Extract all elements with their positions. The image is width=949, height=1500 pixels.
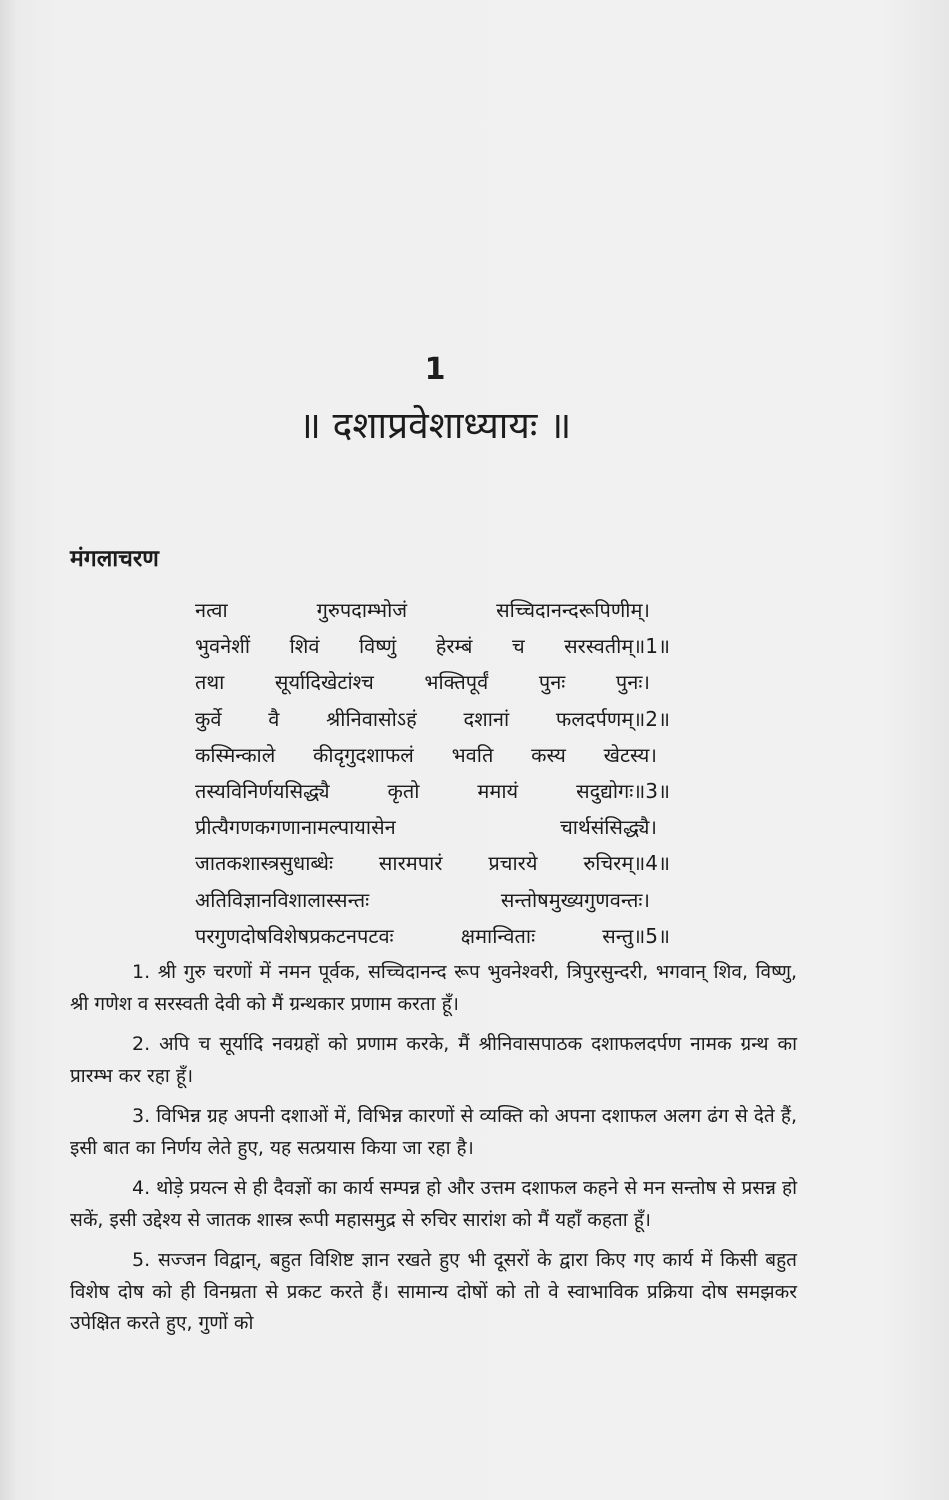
verse-line: भुवनेशीं शिवं विष्णुं हेरम्बं च सरस्वतीम्॥1॥	[195, 634, 670, 659]
verse-line: तथा सूर्यादिखेटांश्च भक्तिपूर्वं पुनः पुनः।	[195, 670, 650, 695]
commentary-paragraph: 1. श्री गुरु चरणों में नमन पूर्वक, सच्चिदानन्द रूप भुवनेश्वरी, त्रिपुरसुन्दरी, भगवान् शिव, विष्णु, श्री गणेश व सरस्वती देवी को मैं ग्रन्थकार प्रणाम करता हूँ।	[70, 961, 797, 1015]
commentary-paragraph: 4. थोड़े प्रयत्न से ही दैवज्ञों का कार्य सम्पन्न हो और उत्तम दशाफल कहने से मन सन्तोष से प्रसन्न हो सकें, इसी उद्देश्य से जातक शास्त्र रूपी महासमुद्र से रुचिर सारांश को मैं यहाँ कहता हूँ।	[70, 1177, 797, 1231]
verse-line: अतिविज्ञानविशालास्सन्तः सन्तोषमुख्यगुणवन्तः।	[195, 887, 650, 912]
commentary-paragraph: 2. अपि च सूर्यादि नवग्रहों को प्रणाम करके, मैं श्रीनिवासपाठक दशाफलदर्पण नामक ग्रन्थ का प्रारम्भ कर रहा हूँ।	[70, 1033, 797, 1087]
verse-line: प्रीत्यैगणकगणानामल्पायासेन चार्थसंसिद्ध्यै।	[195, 815, 657, 840]
commentary-paragraph: 5. सज्जन विद्वान्, बहुत विशिष्ट ज्ञान रखते हुए भी दूसरों के द्वारा किए गए कार्य में किसी बहुत विशेष दोष को ही विनम्रता से प्रकट करते हैं। सामान्य दोषों को तो वे स्वाभाविक प्रक्रिया दोष समझकर उपेक्षित करते हुए, गुणों को	[70, 1249, 797, 1334]
verse-line: तस्यविनिर्णयसिद्ध्यै कृतो ममायं सदुद्योगः॥3॥	[195, 778, 670, 803]
commentary-block	[70, 957, 797, 1349]
chapter-title: ॥ दशाप्रवेशाध्यायः ॥	[298, 404, 572, 447]
verse-line: कुर्वे वै श्रीनिवासोऽहं दशानां फलदर्पणम्॥2॥	[195, 706, 670, 731]
verse-block	[195, 592, 670, 954]
verse-line: जातकशास्त्रसुधाब्धेः सारमपारं प्रचारये रुचिरम्॥4॥	[195, 851, 670, 876]
chapter-number: 1	[424, 352, 446, 387]
verse-line: नत्वा गुरुपदाम्भोजं सच्चिदानन्दरूपिणीम्।	[195, 598, 650, 622]
verse-line: परगुणदोषविशेषप्रकटनपटवः क्षमान्विताः सन्तु॥5॥	[195, 923, 670, 948]
verse-line: कस्मिन्काले कीदृगुदशाफलं भवति कस्य खेटस्य।	[195, 742, 657, 767]
section-heading: मंगलाचरण	[70, 546, 159, 572]
commentary-paragraph: 3. विभिन्न ग्रह अपनी दशाओं में, विभिन्न कारणों से व्यक्ति को अपना दशाफल अलग ढंग से देते हैं, इसी बात का निर्णय लेते हुए, यह सत्प्रयास किया जा रहा है।	[70, 1105, 797, 1159]
